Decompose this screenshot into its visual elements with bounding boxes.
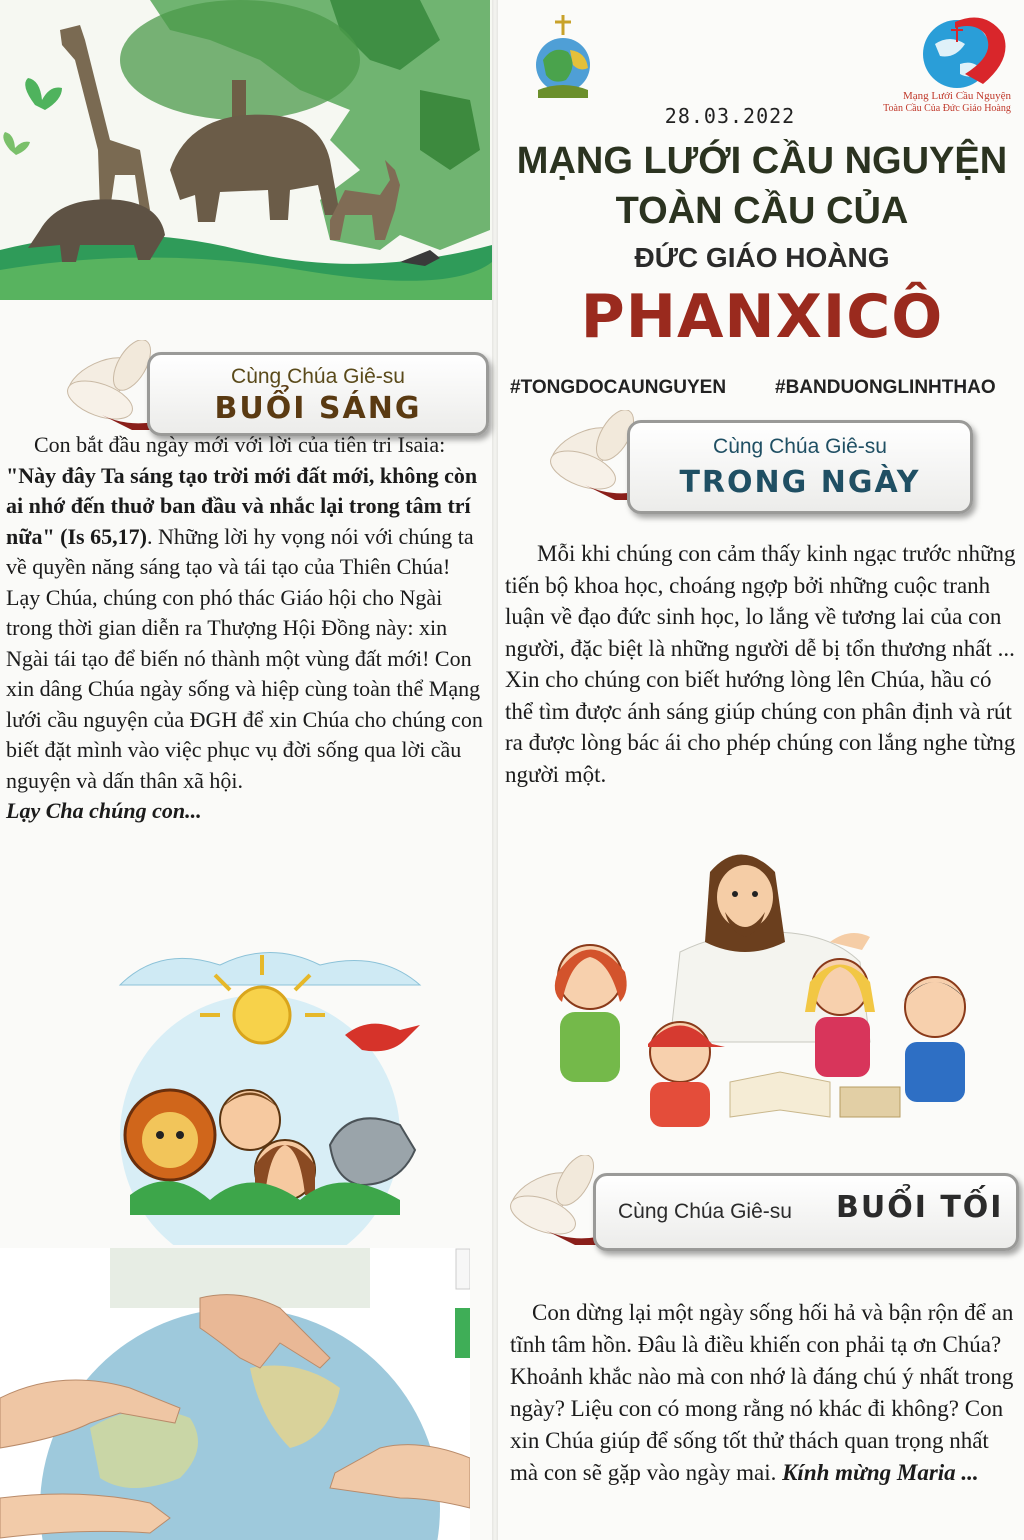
evening-text <box>510 1297 1018 1489</box>
hashtag-tongdocaunguyen: #TONGDOCAUNGUYEN <box>510 377 727 398</box>
banner-day-title: TRONG NGÀY <box>679 465 921 500</box>
evening-paragraph <box>510 1297 1018 1489</box>
evening-closing: Kính mừng Maria ... <box>782 1460 979 1485</box>
banner-evening <box>505 1155 1020 1265</box>
globe-cross-logo-icon <box>528 10 598 105</box>
morning-scripture-quote: "Này đây Ta sáng tạo trời mới đất mới, không còn ai nhớ đến thuở ban đầu và nhắc lại trong tâm trí nữa" (Is 65,17) <box>6 462 478 549</box>
banner-evening-title: BUỔI TỐI <box>836 1190 1004 1225</box>
logo-caption-line2: Toàn Cầu Của Đức Giáo Hoàng <box>883 103 1011 114</box>
morning-paragraph <box>6 430 490 796</box>
title-line-1: MẠNG LƯỚI CẦU NGUYỆN <box>516 140 1008 182</box>
morning-text <box>6 430 490 827</box>
banner-morning-subtitle: Cùng Chúa Giê-su <box>231 365 405 388</box>
logo-caption-line1: Mạng Lưới Cầu Nguyện <box>902 90 1011 102</box>
prayer-date: 28.03.2022 <box>664 104 796 128</box>
cartoon-animals-illustration <box>100 945 430 1245</box>
banner-day <box>545 410 975 525</box>
animals-silhouette-illustration <box>0 0 492 300</box>
evening-body: Con dừng lại một ngày sống hối hả và bận rộn để an tĩnh tâm hồn. Đâu là điều khiến con phải tạ ơn Chúa? Khoảnh khắc nào mà con nhớ là đáng chú ý nhất trong ngày? Liệu con có mong rằng nó khác đi không? Con xin Chúa giúp để sống tốt thử thách quan trọng nhất mà con sẽ gặp vào ngày mai. <box>510 1300 1014 1485</box>
banner-morning-title: BUỔI SÁNG <box>214 391 422 426</box>
banner-evening-subtitle: Cùng Chúa Giê-su <box>618 1200 792 1223</box>
morning-body: . Những lời hy vọng nói với chúng ta về quyền năng sáng tạo và tái tạo của Thiên Chúa! Lạy Chúa, chúng con phó thác Giáo hội cho Ngài trong thời gian diễn ra Thượng Hội Đồng này: xin Ngài tái tạo để biến nó thành một vùng đất mới! Con xin dâng Chúa ngày sống và hiệp cùng toàn thể Mạng lưới cầu nguyện của ĐGH để xin Chúa cho chúng con biết đặt mình vào việc phục vụ đời sống qua lời cầu nguyện và dấn thân xã hội. <box>6 523 483 793</box>
pope-name: PHANXICÔ <box>580 282 944 352</box>
title-line-2: TOÀN CẦU CỦA <box>615 190 909 232</box>
morning-closing: Lạy Cha chúng con... <box>6 798 202 823</box>
hands-on-globe-illustration <box>0 1248 470 1540</box>
title-line-3: ĐỨC GIÁO HOÀNG <box>634 242 890 273</box>
morning-intro: Con bắt đầu ngày mới với lời của tiên tri Isaia: <box>34 432 446 457</box>
prayer-network-logo-icon <box>905 14 1015 90</box>
day-paragraph: Mỗi khi chúng con cảm thấy kinh ngạc trước những tiến bộ khoa học, choáng ngợp bởi những cuộc tranh luận về đạo đức sinh học, lo lắng về tương lai của con người, đặc biệt là những người dễ bị tổn thương nhất ... Xin cho chúng con biết hướng lòng lên Chúa, hầu có thể tìm được ánh sáng giúp chúng con phân định và rút ra được lòng bác ái cho phép chúng con lắng nghe từng người một. <box>505 541 1016 787</box>
hashtag-banduonglinhthao: #BANDUONGLINHTHAO <box>775 377 996 398</box>
day-text <box>505 538 1017 790</box>
banner-day-subtitle: Cùng Chúa Giê-su <box>713 435 887 458</box>
jesus-with-children-illustration <box>540 832 1005 1132</box>
